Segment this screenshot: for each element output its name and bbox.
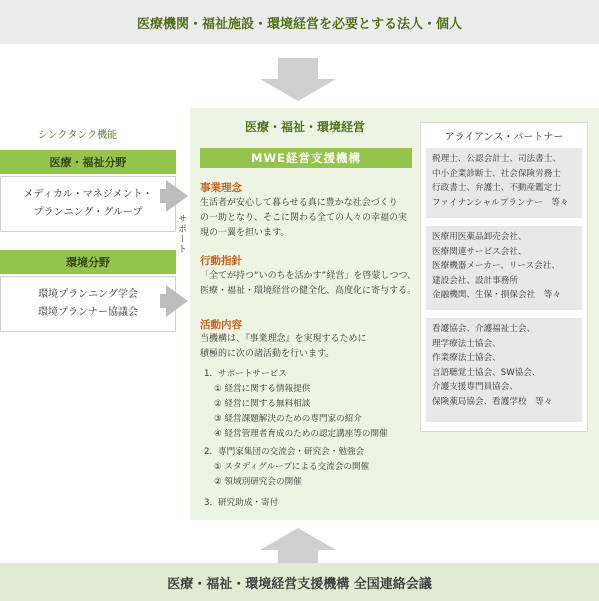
activity-item-2-subs bbox=[204, 460, 419, 490]
activity-sub-item: ① スタディグループによる交流会の開催 bbox=[214, 462, 370, 472]
bottom-banner-text: 医療・福祉・環境経営支援機構 全国連絡会議 bbox=[167, 576, 432, 592]
alliance-line: 言語聴覚士協会、SW協会、 bbox=[432, 367, 541, 378]
activity-sub-item: ③ 経営課題解決のための専門家の紹介 bbox=[214, 414, 362, 424]
activity-sub-item: ② 経営に関する無料相談 bbox=[214, 399, 311, 409]
environment-field-box bbox=[0, 276, 176, 332]
alliance-line: 看護協会、介護福祉士会、 bbox=[432, 324, 536, 334]
alliance-line: 医療関連サービス会社、 bbox=[432, 246, 527, 257]
guideline-text bbox=[200, 269, 420, 299]
org-name-bar: MWE経営支援機構 bbox=[200, 148, 412, 168]
down-arrow-stem bbox=[278, 58, 318, 80]
alliance-line: ファイナンシャルプランナー 等々 bbox=[432, 197, 569, 208]
activity-item-1-subs bbox=[204, 382, 419, 442]
philosophy-line: 現の一翼を担います。 bbox=[200, 228, 290, 238]
alliance-line: 行政書士、弁護士、不動産鑑定士 bbox=[432, 183, 561, 193]
medical-field-line: メディカル・マネジメント・ bbox=[23, 189, 153, 200]
alliance-line: 医療用医薬品卸売会社、 bbox=[432, 232, 527, 242]
philosophy-heading: 事業理念 bbox=[200, 182, 242, 194]
right-arrow-icon bbox=[166, 180, 188, 212]
top-banner-text: 医療機関・福祉施設・環境経営を必要とする法人・個人 bbox=[136, 16, 462, 32]
think-tank-label: シンクタンク機能 bbox=[38, 130, 118, 141]
up-arrow-stem bbox=[278, 549, 318, 563]
activities-intro-line: 積極的に次の諸活動を行います。 bbox=[200, 349, 335, 359]
environment-field-heading: 環境分野 bbox=[0, 250, 176, 274]
activities-intro-line: 当機構は、『事業理念』を実現するために bbox=[200, 334, 367, 344]
philosophy-line: 生活者が安心して暮らせる真に豊かな社会づくり bbox=[200, 198, 398, 208]
guideline-line: 医療・福祉・環境経営の健全化、高度化に寄与する。 bbox=[200, 286, 417, 296]
environment-field-line: 環境プランナー協議会 bbox=[38, 307, 138, 318]
environment-field-line: 環境プランニング学会 bbox=[38, 289, 138, 300]
guideline-heading: 行動指針 bbox=[200, 255, 242, 267]
activity-sub-item: ② 領域別研究会の開催 bbox=[214, 477, 302, 487]
alliance-line: 金融機関、生保・損保会社 等々 bbox=[432, 290, 561, 300]
alliance-group-associations bbox=[426, 318, 582, 422]
alliance-line: 中小企業診断士、社会保険労務士 bbox=[432, 168, 561, 179]
alliance-line: 理学療法士協会、 bbox=[432, 338, 501, 349]
up-arrow-icon bbox=[260, 528, 336, 550]
right-arrow-icon bbox=[166, 285, 188, 317]
down-arrow-icon bbox=[260, 79, 336, 101]
medical-field-box bbox=[0, 176, 176, 232]
alliance-title: アライアンス・パートナー bbox=[444, 132, 564, 143]
alliance-line: 介護支援専門員協会、 bbox=[432, 382, 518, 392]
activity-sub-item: ① 経営に関する情報提供 bbox=[214, 384, 311, 394]
alliance-group-companies bbox=[426, 226, 582, 310]
philosophy-text bbox=[200, 196, 420, 241]
philosophy-line: の一助となり、そこに関わる全ての人々の幸福の実 bbox=[200, 213, 408, 223]
activity-item-1: 1．サポートサービス bbox=[204, 369, 287, 379]
activity-sub-item: ④ 経営管理者育成のための認定講座等の開催 bbox=[214, 429, 388, 439]
activity-item-3: 3．研究助成・寄付 bbox=[204, 498, 279, 508]
support-label: サポート bbox=[176, 214, 186, 254]
activities-heading: 活動内容 bbox=[200, 319, 242, 331]
guideline-line: 「全てが持つ“いのちを活かす”経営」を啓蒙しつつ、 bbox=[200, 271, 416, 281]
top-banner bbox=[0, 0, 599, 44]
alliance-line: 医療機器メーカー、リース会社、 bbox=[432, 261, 560, 271]
alliance-line: 建設会社、設計事務所 bbox=[432, 275, 518, 286]
alliance-group-professionals bbox=[426, 148, 582, 218]
activities-intro bbox=[200, 332, 420, 362]
activities-list bbox=[204, 367, 419, 511]
medical-field-heading: 医療・福祉分野 bbox=[0, 150, 176, 174]
alliance-line: 保険薬局協会、看護学校 等々 bbox=[432, 396, 553, 407]
alliance-line: 作業療法士協会、 bbox=[432, 353, 501, 363]
alliance-line: 税理士、公認会計士、司法書士、 bbox=[432, 154, 561, 164]
activity-item-2: 2．専門家集団の交流会・研究会・勉強会 bbox=[204, 447, 365, 457]
bottom-banner bbox=[0, 563, 599, 601]
medical-field-line: プランニング・グループ bbox=[33, 207, 143, 218]
main-title: 医療・福祉・環境経営 bbox=[244, 120, 365, 134]
